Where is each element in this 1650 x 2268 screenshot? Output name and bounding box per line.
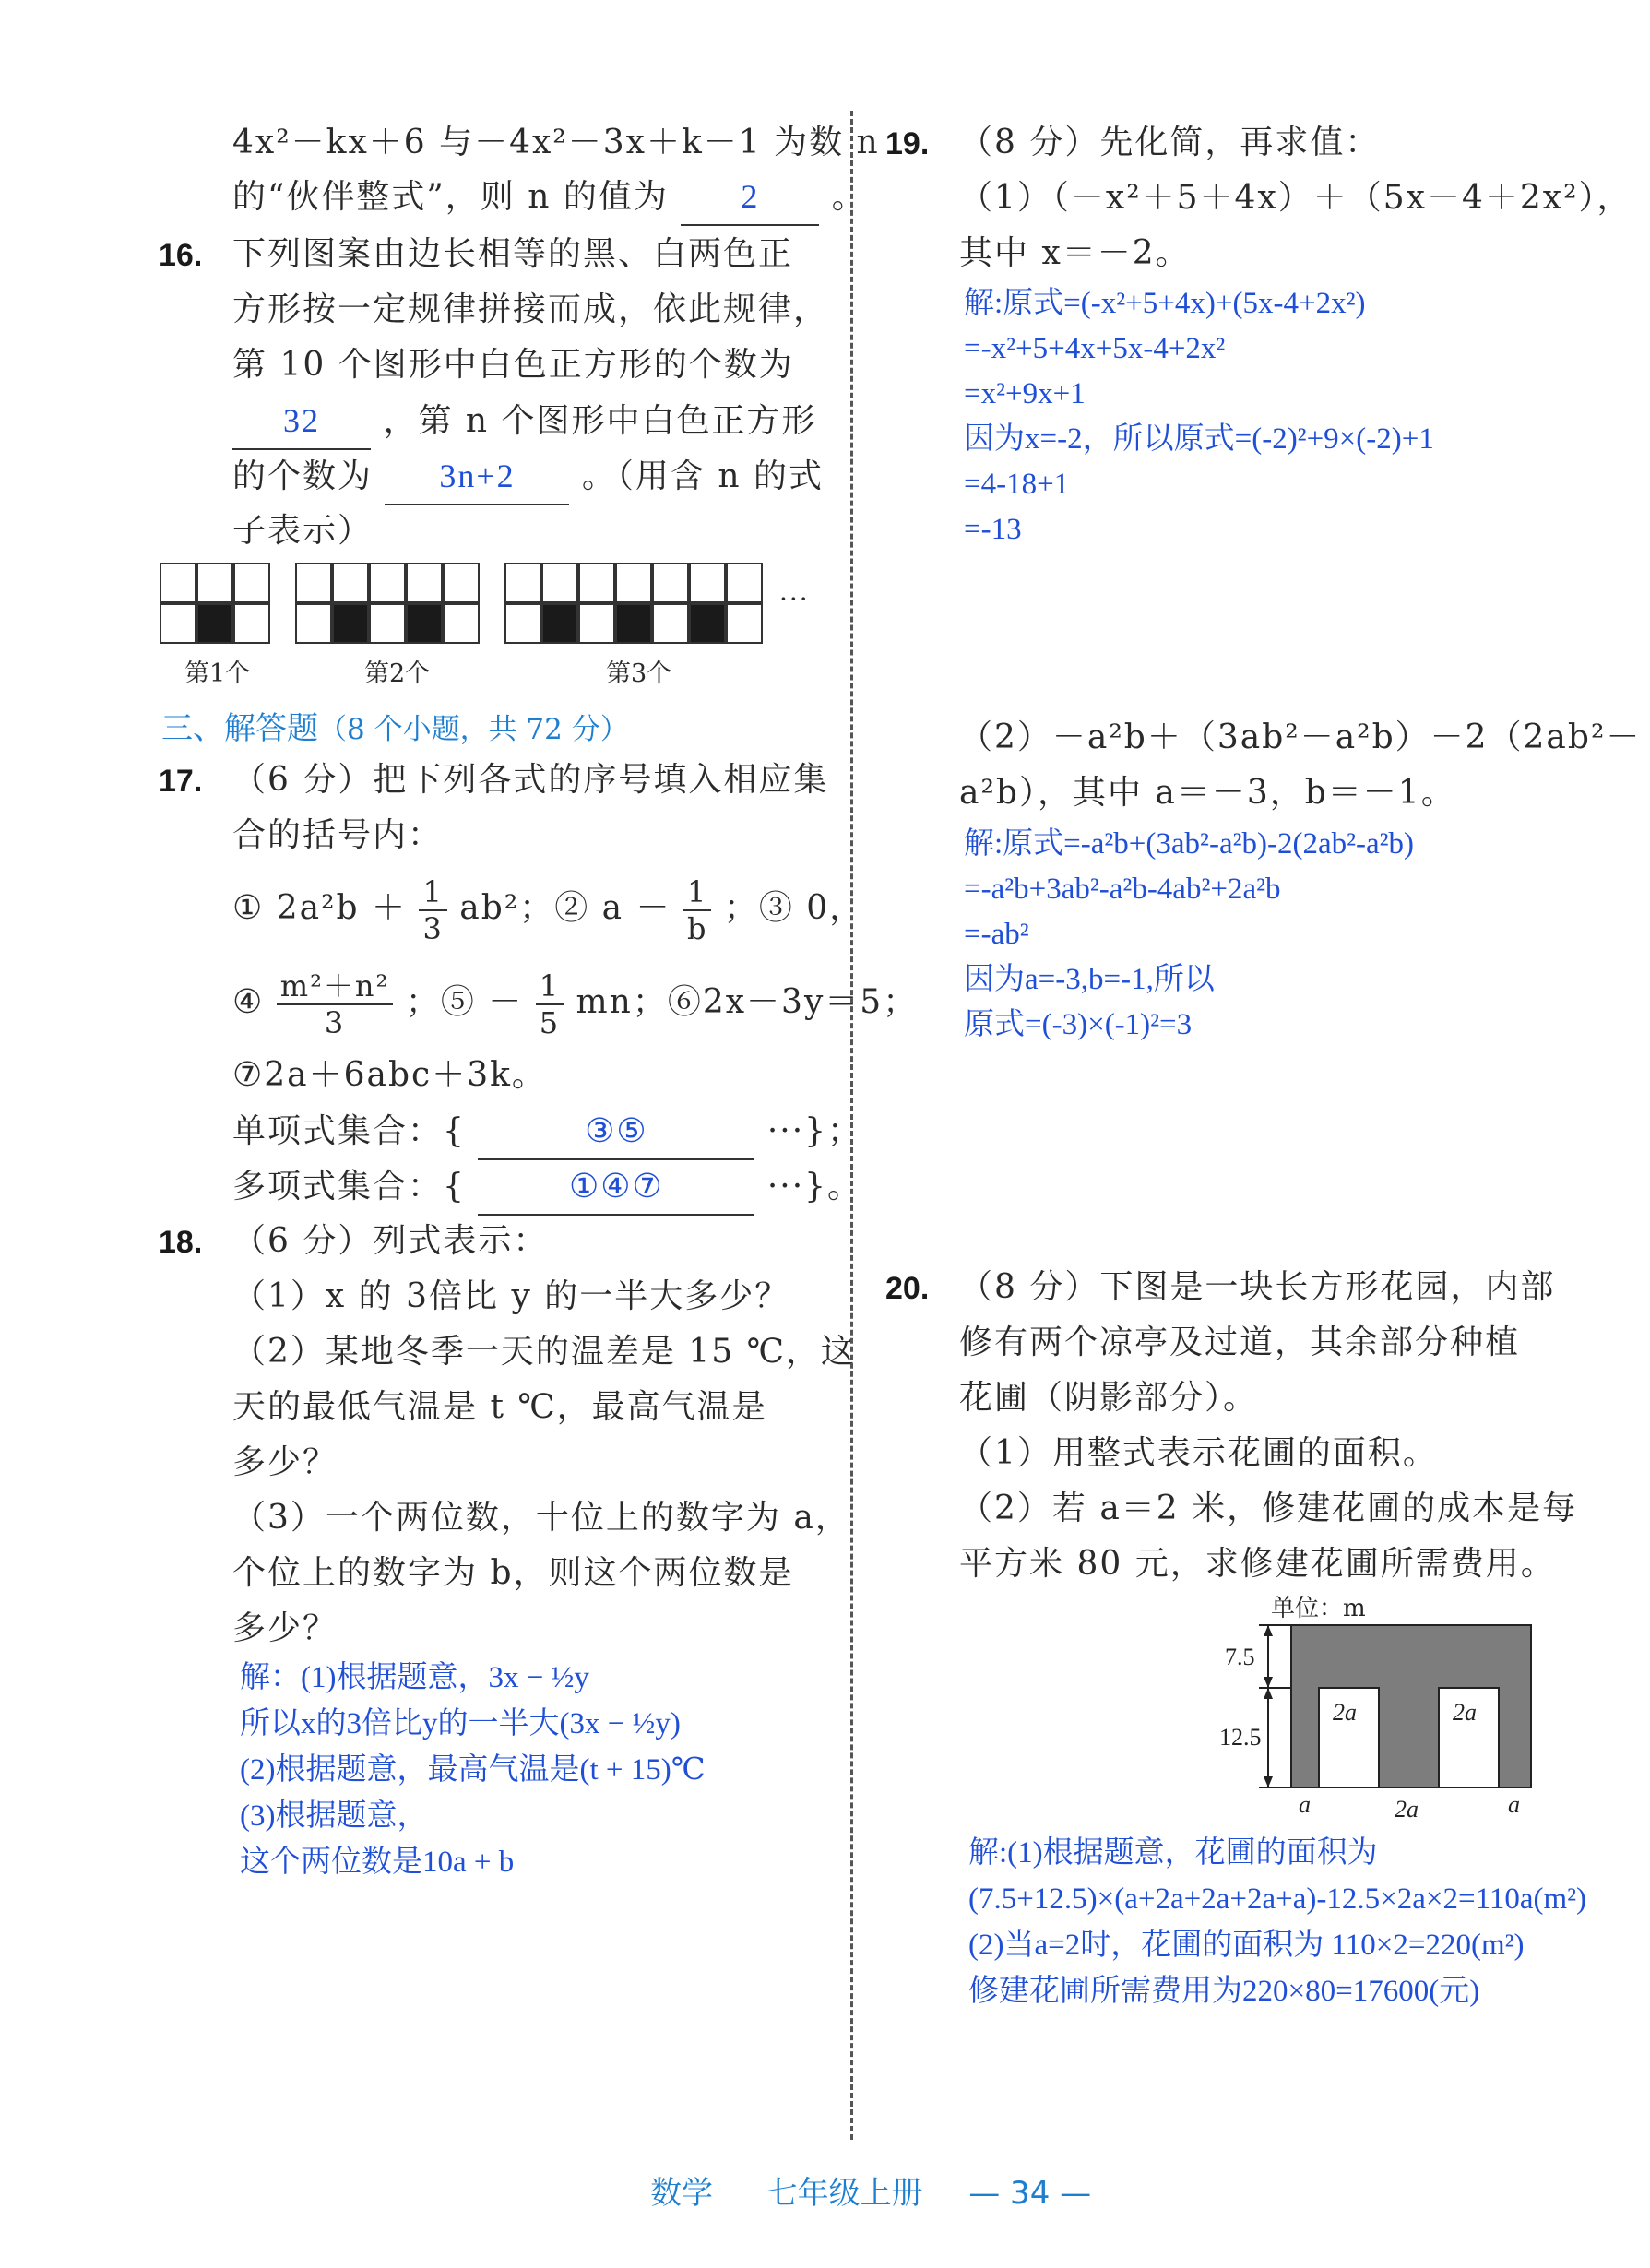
q18-number: 18. [159, 1225, 203, 1260]
footer-subject: 数学 [650, 2175, 713, 2212]
q19-part1-step5: =4-18+1 [964, 468, 1070, 501]
q16-line5-post: 。（用含 n 的式 [581, 457, 824, 495]
pattern-figure-3 [504, 563, 766, 644]
q20-line3: 花圃（阴影部分）。 [959, 1379, 1259, 1417]
q17-frac-one-third: $\frac{1}{3}$ [419, 874, 446, 946]
q18-line2: （1）x 的 3倍比 y 的一半大多少？ [232, 1277, 790, 1315]
q20-answer-1: 解:(1)根据题意，花圃的面积为 [968, 1836, 1378, 1870]
pattern-ellipsis: ··· [779, 584, 810, 614]
q15-line2 [232, 169, 867, 226]
bottom-label-a-left: a [1299, 1791, 1311, 1818]
q19-part1-step1: 解:原式=(-x²+5+4x)+(5x-4+2x²) [964, 287, 1366, 320]
q17-item5-post: mn；⑥2x－3y＝5； [576, 983, 919, 1021]
footer-page-number: — 34 — [968, 2175, 1092, 2212]
q17-mono-answer: ③⑤ [478, 1103, 754, 1160]
q18-line3: （2）某地冬季一天的温差是 15 ℃，这 [232, 1333, 856, 1371]
pattern-caption-3: 第3个 [606, 659, 672, 688]
pattern-figure-2 [295, 563, 483, 644]
q17-items-row1 [232, 874, 864, 946]
garden-diagram [1217, 1586, 1549, 1826]
q18-line1: （6 分）列式表示： [232, 1222, 549, 1260]
q19-part2-step3: =-ab² [964, 918, 1029, 951]
q16-line2: 方形按一定规律拼接而成，依此规律， [232, 291, 829, 328]
q16-line5-pre: 的个数为 [232, 457, 374, 495]
dim-label-12-5: 12.5 [1219, 1724, 1262, 1751]
arrow-mid-down [1264, 1688, 1273, 1699]
q17-item4-pre: ④ [232, 983, 265, 1021]
q18-line7: 个位上的数字为 b，则这个两位数是 [232, 1554, 794, 1592]
q17-polynomial-set [232, 1158, 862, 1216]
q16-line5 [232, 448, 824, 505]
q17-item5-pre: ；⑤ － [405, 983, 524, 1021]
q19-part2-step2: =-a²b+3ab²-a²b-4ab²+2a²b [964, 873, 1281, 906]
pattern-caption-2: 第2个 [364, 659, 431, 688]
q19-line5: a²b），其中 a＝－3，b＝－1。 [959, 774, 1456, 812]
q18-answer-3: (2)根据题意，最高气温是(t + 15)℃ [240, 1753, 706, 1787]
q19-part1-step4: 因为x=-2，所以原式=(-2)²+9×(-2)+1 [964, 422, 1434, 456]
q17-frac-one-over-b: $\frac{1}{b}$ [683, 874, 711, 946]
pavilion-right-width-label: 2a [1453, 1699, 1477, 1726]
q17-monomial-set [232, 1103, 862, 1160]
q16-answer2: 3n+2 [385, 448, 569, 505]
q19-part1-step3: =x²+9x+1 [964, 377, 1086, 410]
garden-unit-label: 单位：m [1271, 1595, 1366, 1622]
q18-line5: 多少？ [232, 1443, 338, 1481]
q16-line4 [232, 393, 817, 450]
q20-line6: 平方米 80 元，求修建花圃所需费用。 [959, 1545, 1556, 1583]
bottom-label-a-right: a [1508, 1791, 1520, 1818]
section-heading [161, 703, 629, 748]
q20-answer-2: (7.5+12.5)×(a+2a+2a+2a+a)-12.5×2a×2=110a(m²) [968, 1882, 1587, 1916]
q15-line2-pre: 的“伙伴整式”，则 n 的值为 [232, 178, 669, 216]
q17-poly-label: 多项式集合：{ [232, 1168, 466, 1205]
q18-answer-2: 所以x的3倍比y的一半大(3x − ½y) [240, 1707, 681, 1740]
q17-item2-post: ；③ 0， [723, 889, 865, 927]
q16-answer1: 32 [232, 393, 371, 450]
q15-answer: 2 [681, 169, 819, 226]
q20-answer-4: 修建花圃所需费用为220×80=17600(元) [968, 1975, 1480, 2008]
q16-line4-post: ，第 n 个图形中白色正方形 [383, 402, 817, 440]
q17-number: 17. [159, 764, 203, 799]
section-note: （8 个小题，共 72 分） [318, 713, 629, 746]
column-divider [850, 111, 853, 2140]
q18-answer-1: 解：(1)根据题意，3x − ½y [240, 1661, 589, 1694]
q17-frac-m2n2: $\frac{\text{m²＋n²}}{3}$ [277, 968, 394, 1040]
arrow-bottom [1264, 1776, 1273, 1787]
q18-answer-4: (3)根据题意， [240, 1799, 428, 1833]
q15-line2-post: 。 [831, 178, 867, 216]
q19-part2-step5: 原式=(-3)×(-1)²=3 [964, 1008, 1193, 1041]
q17-item1-post: ab²；② a － [459, 889, 671, 927]
q17-line1: （6 分）把下列各式的序号填入相应集 [232, 761, 829, 799]
q16-line3: 第 10 个图形中白色正方形的个数为 [232, 346, 794, 384]
q17-line2: 合的括号内： [232, 816, 444, 854]
q19-part2-step1: 解:原式=-a²b+(3ab²-a²b)-2(2ab²-a²b) [964, 827, 1415, 861]
q17-items-row2 [232, 968, 918, 1040]
q16-line1: 下列图案由边长相等的黑、白两色正 [232, 235, 794, 273]
q17-mono-label: 单项式集合：{ [232, 1112, 466, 1150]
pavilion-left-width-label: 2a [1333, 1699, 1357, 1726]
q19-number: 19. [885, 126, 930, 161]
q17-frac-one-fifth: $\frac{1}{5}$ [536, 968, 564, 1040]
q20-line4: （1）用整式表示花圃的面积。 [959, 1434, 1438, 1472]
q19-part1-step2: =-x²+5+4x+5x-4+2x² [964, 332, 1226, 365]
q18-line8: 多少？ [232, 1609, 338, 1647]
q17-poly-end: ···}。 [766, 1168, 863, 1205]
pattern-figure-1 [160, 563, 274, 644]
q18-answer-5: 这个两位数是10a + b [240, 1846, 515, 1879]
q17-mono-end: ···}； [766, 1112, 863, 1150]
q16-line6: 子表示） [232, 512, 374, 550]
q17-item7: ⑦2a＋6abc＋3k。 [232, 1056, 547, 1094]
q19-line4: （2）－a²b＋（3ab²－a²b）－2（2ab²－ [959, 718, 1642, 756]
q18-line6: （3）一个两位数，十位上的数字为 a， [232, 1499, 850, 1537]
q20-number: 20. [885, 1271, 930, 1306]
q20-answer-3: (2)当a=2时，花圃的面积为 110×2=220(m²) [968, 1929, 1525, 1962]
q17-poly-answer: ①④⑦ [478, 1158, 754, 1216]
q20-line5: （2）若 a＝2 米，修建花圃的成本是每 [959, 1490, 1578, 1527]
q19-part2-step4: 因为a=-3,b=-1,所以 [964, 963, 1215, 996]
q18-line4: 天的最低气温是 t ℃，最高气温是 [232, 1388, 767, 1426]
arrow-top [1264, 1625, 1273, 1636]
q17-item1-pre: ① 2a²b ＋ [232, 889, 408, 927]
arrow-mid-up [1264, 1677, 1273, 1688]
footer [650, 2167, 1091, 2213]
q20-line2: 修有两个凉亭及过道，其余部分种植 [959, 1324, 1521, 1361]
q19-line1: （8 分）先化简，再求值： [959, 124, 1381, 161]
footer-grade: 七年级上册 [766, 2175, 923, 2212]
section-title: 三、解答题 [161, 710, 318, 747]
q16-number: 16. [159, 238, 203, 273]
q19-part1-step6: =-13 [964, 513, 1022, 546]
q20-line1: （8 分）下图是一块长方形花园，内部 [959, 1268, 1556, 1306]
pattern-caption-1: 第1个 [184, 659, 251, 688]
bottom-label-2a-mid: 2a [1395, 1796, 1419, 1823]
q19-line2: （1）（－x²＋5＋4x）＋（5x－4＋2x²）， [959, 179, 1632, 217]
dim-label-7-5: 7.5 [1225, 1644, 1255, 1670]
q15-line1: 4x²－kx＋6 与－4x²－3x＋k－1 为数 n [232, 124, 880, 161]
q19-line3: 其中 x＝－2。 [959, 234, 1191, 272]
